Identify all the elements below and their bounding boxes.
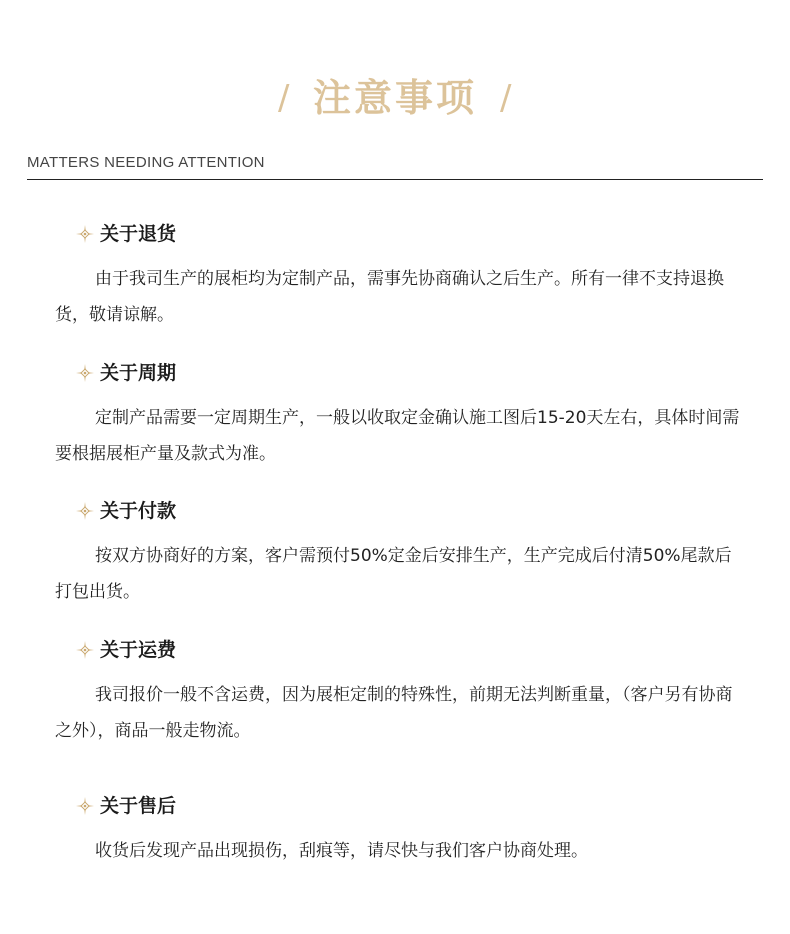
section-heading: [76, 498, 176, 524]
diamond-star-icon: [76, 502, 94, 520]
section-title: 关于付款: [100, 500, 177, 522]
section-title: 关于退货: [100, 223, 177, 245]
section-title: 关于运费: [100, 639, 177, 661]
page-title: 注意事项: [313, 76, 478, 120]
section-heading: [76, 360, 176, 386]
page-subtitle: MATTERS NEEDING ATTENTION: [27, 154, 265, 171]
section-body: 定制产品需要一定周期生产，一般以收取定金确认施工图后15-20天左右，具体时间需要根据展柜产量及款式为准。: [55, 408, 740, 464]
diamond-star-icon: [76, 225, 94, 243]
header-slash-right: /: [500, 78, 512, 118]
section-title: 关于周期: [100, 362, 177, 384]
header-divider: [27, 179, 763, 180]
section-heading: [76, 637, 176, 663]
page-header: [0, 72, 790, 132]
diamond-star-icon: [76, 641, 94, 659]
section-body: 由于我司生产的展柜均为定制产品，需事先协商确认之后生产。所有一律不支持退换货，敬请谅解。: [55, 269, 724, 325]
section-body: 收货后发现产品出现损伤，刮痕等，请尽快与我们客户协商处理。: [95, 841, 588, 861]
section-title: 关于售后: [100, 795, 177, 817]
diamond-star-icon: [76, 364, 94, 382]
diamond-star-icon: [76, 797, 94, 815]
section-body: 我司报价一般不含运费，因为展柜定制的特殊性，前期无法判断重量，（客户另有协商之外），商品一般走物流。: [55, 685, 733, 741]
section-heading: [76, 793, 176, 819]
section-heading: [76, 221, 176, 247]
section-body: 按双方协商好的方案，客户需预付50%定金后安排生产，生产完成后付清50%尾款后打包出货。: [55, 546, 732, 602]
header-slash-left: /: [278, 78, 290, 118]
